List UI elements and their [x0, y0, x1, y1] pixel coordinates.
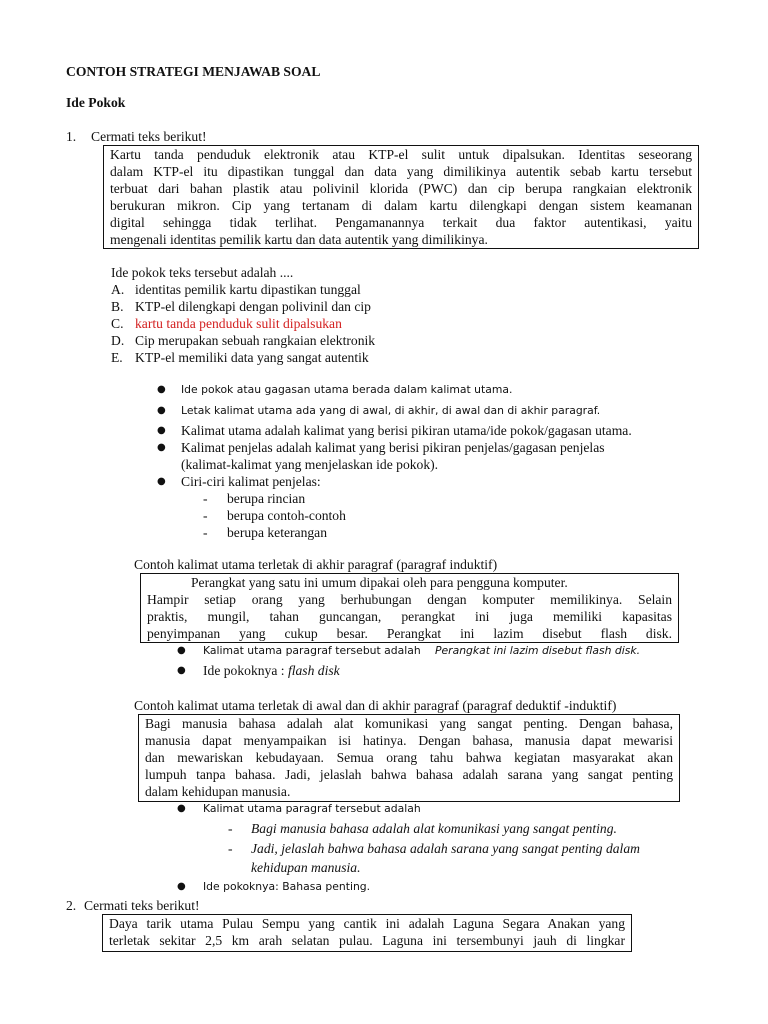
passage-line: lumpuh tanpa bahasa. Jadi, jelaslah bahwa bahasa adalah sarana yang sangat penting: [145, 767, 673, 782]
main-idea-label: Ide pokoknya :: [203, 663, 288, 678]
example-passage-box: [138, 714, 680, 802]
sub-item: berupa contoh-contoh: [227, 508, 346, 523]
passage-line: mengenali identitas pemilik kartu dan data autentik yang dimilikinya.: [110, 232, 488, 247]
option-letter[interactable]: B.: [111, 299, 124, 314]
question-number: 1.: [66, 129, 77, 144]
option-letter[interactable]: E.: [111, 350, 123, 365]
question-number: 2.: [66, 898, 77, 913]
note-item: Kalimat utama adalah kalimat yang berisi pikiran utama/ide pokok/gagasan utama.: [181, 423, 632, 438]
sub-item: berupa keterangan: [227, 525, 328, 540]
option-letter[interactable]: D.: [111, 333, 125, 348]
dash-marker: -: [203, 508, 208, 523]
main-sentence-value: Perangkat ini lazim disebut flash disk.: [435, 644, 641, 657]
bullet-icon: ●: [177, 645, 186, 656]
passage-line: terletak sekitar 2,5 km arah selatan pulau. Laguna ini tersembunyi jauh di lingkar: [109, 933, 625, 948]
passage-box: [102, 914, 632, 952]
passage-line: berukuran mikron. Cip yang tertanam di dalam kartu dilengkapi dengan sistem keamanan: [110, 198, 692, 213]
dash-marker: -: [203, 525, 208, 540]
bullet-icon: ●: [177, 665, 186, 676]
question-text: Ide pokok teks tersebut adalah ....: [111, 265, 294, 280]
question-prompt: Cermati teks berikut!: [84, 898, 200, 913]
bullet-icon: ●: [157, 476, 166, 487]
passage-line: praktis, mungil, tahan guncangan, perangkat ini juga memiliki kapasitas: [147, 609, 672, 624]
passage-line: Kartu tanda penduduk elektronik atau KTP-el sulit untuk dipalsukan. Identitas seseorang: [110, 147, 692, 162]
bullet-icon: ●: [157, 425, 166, 436]
main-sentence-first: Bagi manusia bahasa adalah alat komunikasi yang sangat penting.: [251, 821, 617, 836]
bullet-icon: ●: [157, 405, 166, 416]
passage-line: Perangkat yang satu ini umum dipakai oleh para pengguna komputer.: [191, 575, 568, 590]
bullet-icon: ●: [157, 384, 166, 395]
note-item: Letak kalimat utama ada yang di awal, di akhir, di awal dan di akhir paragraf.: [181, 404, 601, 417]
bullet-icon: ●: [157, 442, 166, 453]
dash-marker: -: [228, 821, 233, 836]
passage-line: penyimpanan yang cukup besar. Perangkat ini lazim disebut flash disk.: [147, 626, 672, 641]
passage-line: digital sehingga tidak terlihat. Pengamanannya terkait dua faktor autentikasi, yaitu: [110, 215, 692, 230]
example-heading: Contoh kalimat utama terletak di akhir paragraf (paragraf induktif): [134, 557, 498, 572]
main-sentence-label: Kalimat utama paragraf tersebut adalah: [203, 802, 421, 815]
section-heading: Ide Pokok: [66, 95, 126, 110]
passage-line: dan mewariskan kebudayaan. Semua orang tahu bahwa kegiatan masyarakat akan: [145, 750, 673, 765]
main-sentence-second-continued: kehidupan manusia.: [251, 860, 361, 875]
main-idea: [203, 662, 340, 679]
passage-line: Daya tarik utama Pulau Sempu yang cantik ini adalah Laguna Segara Anakan yang: [109, 916, 625, 931]
passage-line: Hampir setiap orang yang berhubungan dengan komputer memilikinya. Selain: [147, 592, 672, 607]
main-idea: Ide pokoknya: Bahasa penting.: [203, 880, 371, 893]
dash-marker: -: [203, 491, 208, 506]
bullet-icon: ●: [177, 803, 186, 814]
option-letter[interactable]: A.: [111, 282, 125, 297]
example-heading: Contoh kalimat utama terletak di awal dan di akhir paragraf (paragraf deduktif -induktif): [134, 698, 617, 713]
note-item: Kalimat penjelas adalah kalimat yang berisi pikiran penjelas/gagasan penjelas: [181, 440, 605, 455]
option-text[interactable]: identitas pemilik kartu dipastikan tunggal: [135, 282, 361, 297]
option-text[interactable]: KTP-el dilengkapi dengan polivinil dan cip: [135, 299, 371, 314]
bullet-icon: ●: [177, 881, 186, 892]
dash-marker: -: [228, 841, 233, 856]
sub-item: berupa rincian: [227, 491, 306, 506]
passage-line: Bagi manusia bahasa adalah alat komunikasi yang sangat penting. Dengan bahasa,: [145, 716, 673, 731]
main-sentence-second: Jadi, jelaslah bahwa bahasa adalah sarana yang sangat penting dalam: [251, 841, 640, 856]
passage-line: dalam KTP-el itu dipastikan tunggal dan data yang dimilikinya autentik sebab kartu tersebut: [110, 164, 692, 179]
passage-line: manusia dapat menyampaikan isi hatinya. Dengan bahasa, manusia dapat mewarisi: [145, 733, 673, 748]
option-text[interactable]: KTP-el memiliki data yang sangat autentik: [135, 350, 369, 365]
example-passage-box: [140, 573, 679, 643]
page-title: CONTOH STRATEGI MENJAWAB SOAL: [66, 64, 321, 79]
passage-line: terbuat dari bahan plastik atau polivinil klorida (PWC) dan cip berupa rangkaian elektronik: [110, 181, 692, 196]
option-text-correct[interactable]: kartu tanda penduduk sulit dipalsukan: [135, 316, 342, 331]
note-item-continued: (kalimat-kalimat yang menjelaskan ide pokok).: [181, 457, 439, 472]
main-idea-value: flash disk: [287, 663, 340, 678]
question-prompt: Cermati teks berikut!: [91, 129, 207, 144]
main-sentence-label: Kalimat utama paragraf tersebut adalah: [203, 644, 421, 657]
passage-box: [103, 145, 699, 249]
note-item: Ide pokok atau gagasan utama berada dalam kalimat utama.: [181, 383, 513, 396]
passage-line: dalam kehidupan manusia.: [145, 784, 291, 799]
option-letter[interactable]: C.: [111, 316, 124, 331]
note-item: Ciri-ciri kalimat penjelas:: [181, 474, 321, 489]
option-text[interactable]: Cip merupakan sebuah rangkaian elektronik: [135, 333, 376, 348]
